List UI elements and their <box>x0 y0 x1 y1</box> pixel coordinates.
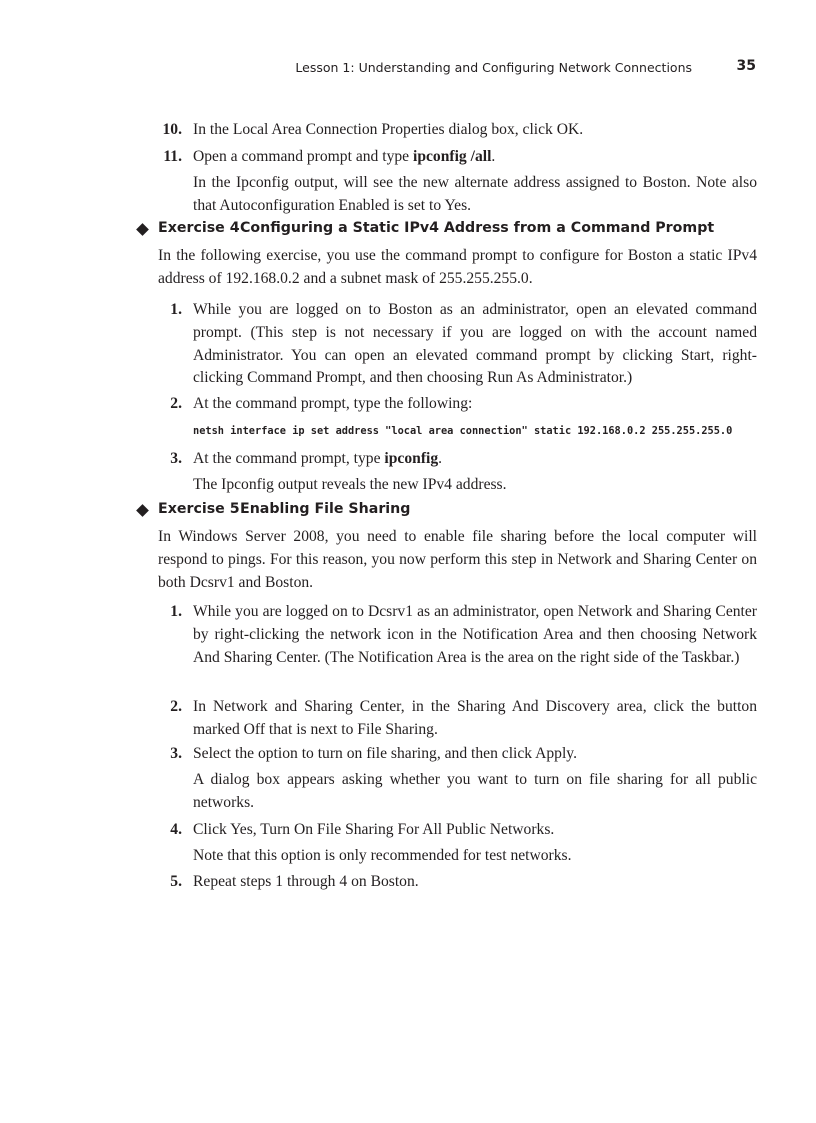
diamond-bullet-icon <box>136 504 149 517</box>
step-text: While you are logged on to Boston as an administrator, open an elevated command prompt. (This step is not necessary if you are logged on with the account named Administrator. You can open an elevated command prompt by clicking Start, right-clicking Command Prompt, and then choosing Run As Administrator.) <box>193 301 757 387</box>
exercise-4-intro: In the following exercise, you use the command prompt to configure for Boston a static IPv4 address of 192.168.0.2 and a subnet mask of 255.255.255.0. <box>158 247 757 287</box>
exercise-label: Exercise 5 <box>158 501 240 517</box>
step-10 <box>158 119 757 142</box>
exercise-5-step-4 <box>158 819 757 842</box>
step-number: 1. <box>170 301 182 318</box>
step-text: In Network and Sharing Center, in the Sharing And Discovery area, click the button marked Off that is next to File Sharing. <box>193 698 757 738</box>
exercise-5-step-1 <box>158 601 757 693</box>
step-text: Select the option to turn on file sharing, and then click Apply. <box>193 745 577 762</box>
exercise-5-step-2 <box>158 696 757 742</box>
exercise-title: Configuring a Static IPv4 Address from a Command Prompt <box>240 220 715 236</box>
step-number: 5. <box>170 873 182 890</box>
step-11 <box>158 146 757 169</box>
exercise-4-step-3-note: The Ipconfig output reveals the new IPv4 address. <box>193 476 507 493</box>
exercise-label: Exercise 4 <box>158 220 240 236</box>
exercise-4-heading <box>136 220 776 242</box>
exercise-title: Enabling File Sharing <box>240 501 411 517</box>
step-text: Click Yes, Turn On File Sharing For All Public Networks. <box>193 821 555 838</box>
step-number: 2. <box>170 395 182 412</box>
page-number: 35 <box>736 58 756 74</box>
step-text: In the Local Area Connection Properties dialog box, click OK. <box>193 121 584 138</box>
command-text: ipconfig /all <box>413 148 492 165</box>
step-text: Repeat steps 1 through 4 on Boston. <box>193 873 419 890</box>
step-text: At the command prompt, type the following: <box>193 395 473 412</box>
step-number: 10. <box>162 121 182 138</box>
step-number: 2. <box>170 698 182 715</box>
exercise-4-step-1 <box>158 299 757 391</box>
diamond-bullet-icon <box>136 223 149 236</box>
step-text: At the command prompt, type ipconfig. <box>193 450 443 467</box>
step-text: Open a command prompt and type ipconfig /all. <box>193 148 496 165</box>
step-number: 1. <box>170 603 182 620</box>
step-number: 11. <box>163 148 182 165</box>
command-text: ipconfig <box>384 450 439 467</box>
exercise-5-step-3 <box>158 743 757 766</box>
chapter-title: Lesson 1: Understanding and Configuring Network Connections <box>295 60 692 75</box>
exercise-5-step-5 <box>158 871 757 894</box>
step-number: 4. <box>170 821 182 838</box>
exercise-5-step-3-note: A dialog box appears asking whether you want to turn on file sharing for all public networks. <box>193 771 757 811</box>
exercise-5-step-4-note: Note that this option is only recommended for test networks. <box>193 847 572 864</box>
exercise-4-step-2 <box>158 393 757 416</box>
command-code: netsh interface ip set address "local area connection" static 192.168.0.2 255.255.255.0 <box>193 425 733 437</box>
exercise-4-step-3 <box>158 448 757 471</box>
running-header <box>0 58 816 78</box>
step-number: 3. <box>170 745 182 762</box>
step-11-note: In the Ipconfig output, will see the new alternate address assigned to Boston. Note also that Autoconfiguration Enabled is set to Yes. <box>193 174 757 214</box>
exercise-5-heading <box>136 501 776 523</box>
step-number: 3. <box>170 450 182 467</box>
exercise-5-intro: In Windows Server 2008, you need to enable file sharing before the local computer will respond to pings. For this reason, you now perform this step in Network and Sharing Center on both Dcsrv1 and Boston. <box>158 528 757 591</box>
step-text: While you are logged on to Dcsrv1 as an administrator, open Network and Sharing Center by right-clicking the network icon in the Notification Area and then choosing Network And Sharing Center. (The Notification Area is the area on the right side of the Taskbar.) <box>193 603 757 666</box>
